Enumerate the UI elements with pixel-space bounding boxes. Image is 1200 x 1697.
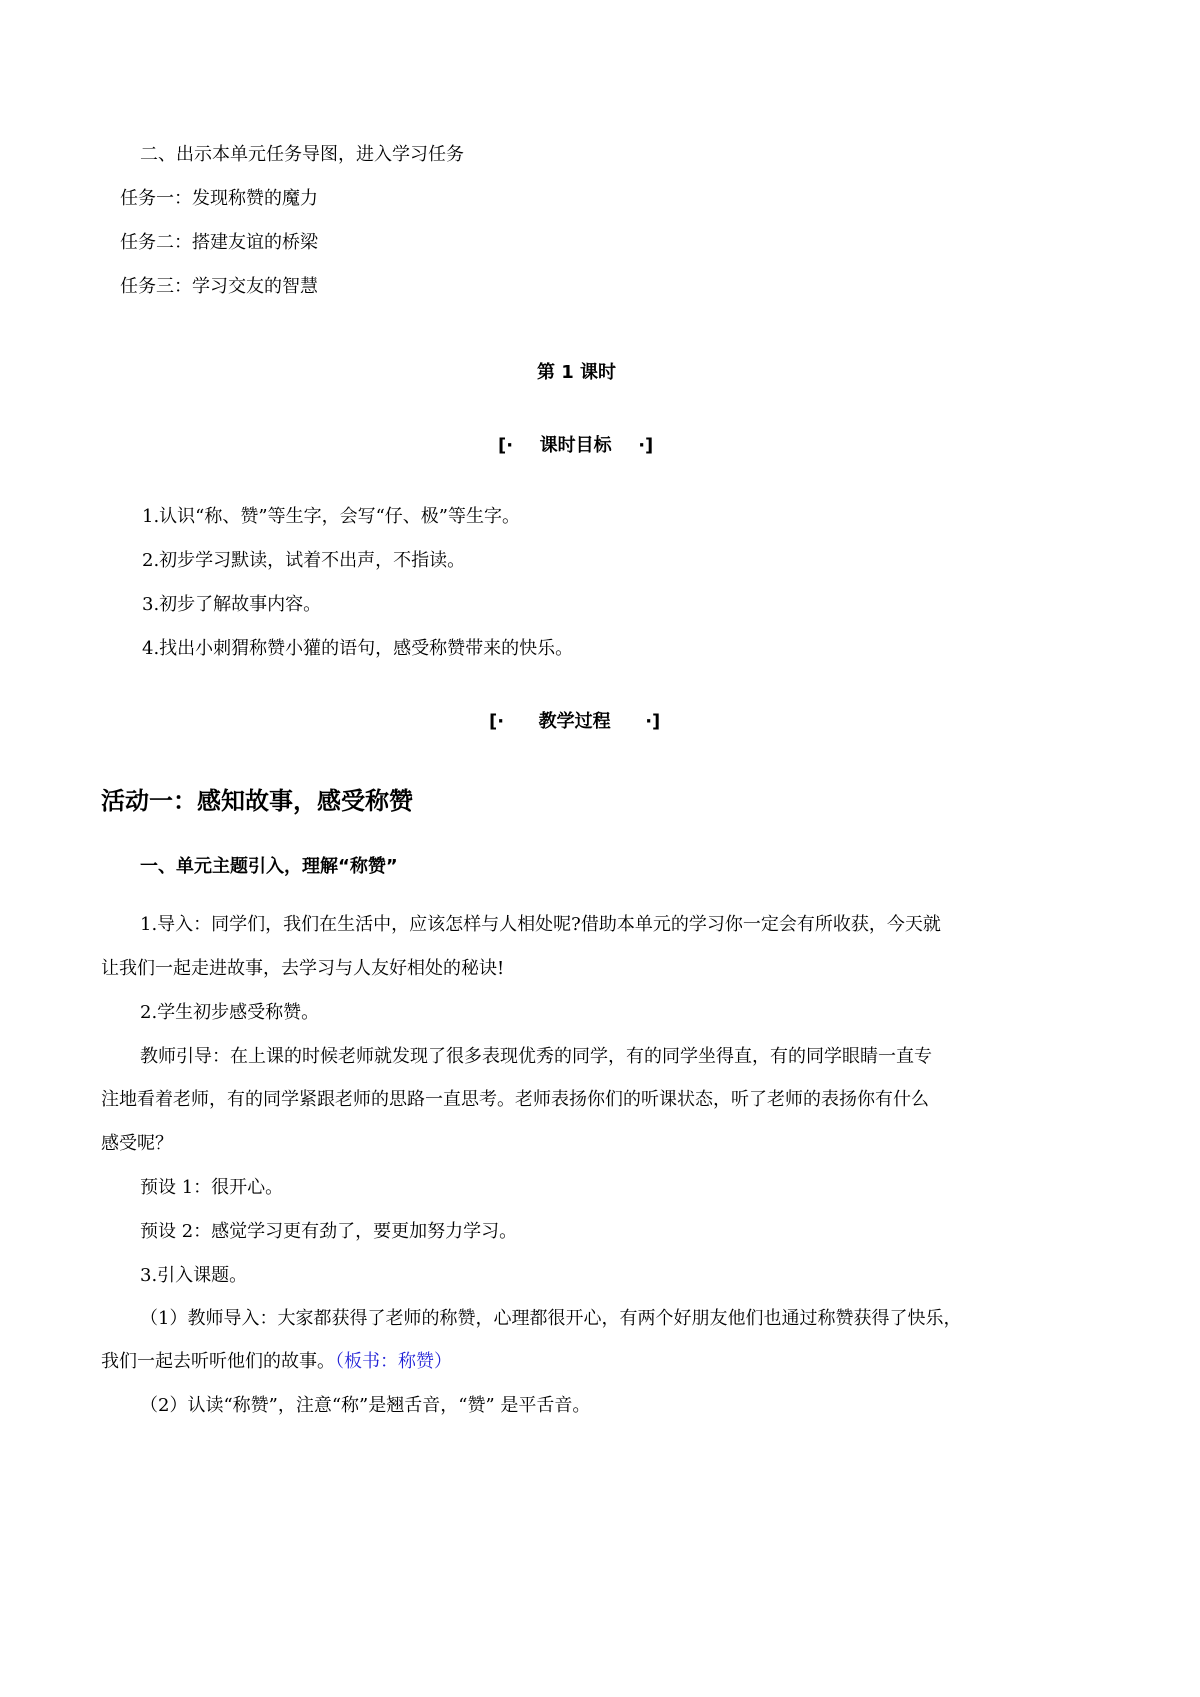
paragraph-sub-1-line-2	[101, 1350, 452, 1374]
process-header	[489, 710, 660, 734]
goal-item-3: 3.初步了解故事内容。	[142, 594, 322, 615]
bracket-open: [·	[489, 711, 505, 732]
paragraph-step-3: 3.引入课题。	[140, 1265, 248, 1286]
task-item-1: 任务一：发现称赞的魔力	[120, 188, 318, 209]
process-header-text: 教学过程	[538, 711, 611, 732]
subsection-title: 一、单元主题引入，理解“称赞”	[140, 856, 398, 877]
task-item-2: 任务二：搭建友谊的桥梁	[120, 232, 318, 253]
paragraph-sub-1-line-1: （1）教师导入：大家都获得了老师的称赞，心理都很开心，有两个好朋友他们也通过称赞获得了快乐，	[140, 1308, 962, 1329]
board-note: （板书：称赞）	[335, 1351, 452, 1372]
section-heading-task-map: 二、出示本单元任务导图，进入学习任务	[140, 144, 464, 165]
goals-header-text: 课时目标	[539, 435, 612, 456]
activity-title: 活动一：感知故事，感受称赞	[101, 787, 413, 815]
bracket-close: ·]	[645, 711, 661, 732]
goal-item-4: 4.找出小刺猬称赞小獾的语句，感受称赞带来的快乐。	[142, 638, 574, 659]
lesson-title: 第 1 课时	[536, 362, 617, 383]
preset-answer-2: 预设 2：感觉学习更有劲了，要更加努力学习。	[140, 1221, 518, 1242]
goal-item-1: 1.认识“称、赞”等生字，会写“仔、极”等生字。	[142, 506, 520, 527]
paragraph-intro-line-1: 1.导入：同学们，我们在生活中，应该怎样与人相处呢?借助本单元的学习你一定会有所收获，今天就	[140, 914, 941, 935]
bracket-close: ·]	[638, 435, 654, 456]
paragraph-teacher-guide-line-2: 注地看着老师，有的同学紧跟老师的思路一直思考。老师表扬你们的听课状态，听了老师的表扬你有什么	[101, 1089, 929, 1110]
paragraph-intro-line-2: 让我们一起走进故事，去学习与人友好相处的秘诀!	[101, 958, 505, 979]
paragraph-sub-1-text: 我们一起去听听他们的故事。	[101, 1351, 335, 1372]
paragraph-teacher-guide-line-1: 教师引导：在上课的时候老师就发现了很多表现优秀的同学，有的同学坐得直，有的同学眼睛一直专	[140, 1046, 932, 1067]
preset-answer-1: 预设 1：很开心。	[140, 1177, 284, 1198]
paragraph-teacher-guide-line-3: 感受呢？	[101, 1133, 173, 1154]
bracket-open: [·	[498, 435, 514, 456]
goals-header	[498, 434, 653, 458]
task-item-3: 任务三：学习交友的智慧	[120, 276, 318, 297]
paragraph-step-2: 2.学生初步感受称赞。	[140, 1002, 320, 1023]
paragraph-sub-2: （2）认读“称赞”，注意“称”是翘舌音，“赞” 是平舌音。	[140, 1395, 591, 1416]
goal-item-2: 2.初步学习默读，试着不出声，不指读。	[142, 550, 466, 571]
